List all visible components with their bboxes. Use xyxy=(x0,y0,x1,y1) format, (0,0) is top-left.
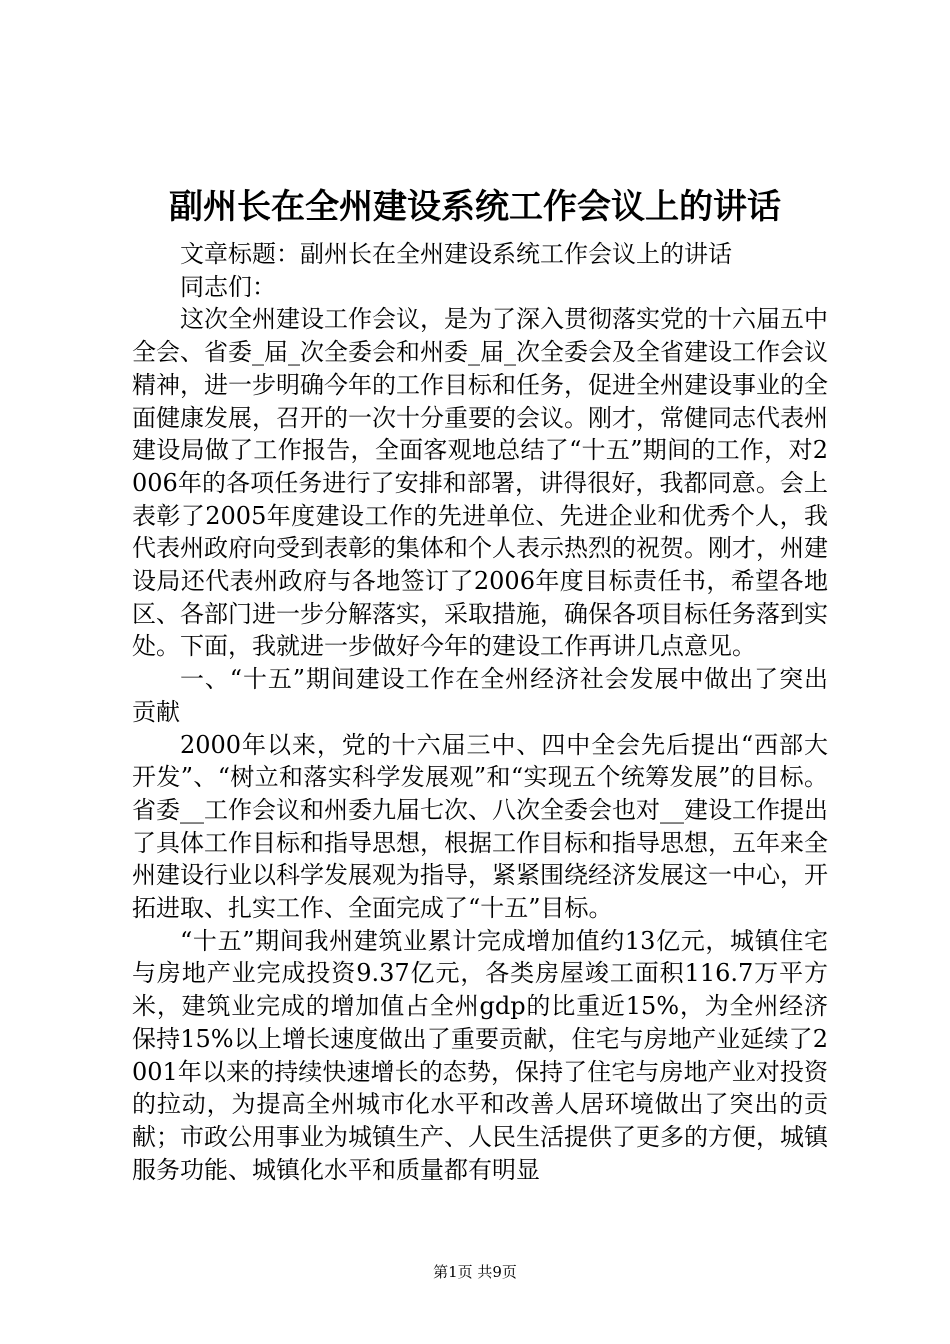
article-title-line: 文章标题：副州长在全州建设系统工作会议上的讲话 xyxy=(180,240,732,268)
paragraph-intro: 这次全州建设工作会议，是为了深入贯彻落实党的十六届五中全会、省委_届_次全委会和州委_届_次全委会及全省建设工作会议精神，进一步明确今年的工作目标和任务，促进全州建设事业的全面健康发展，召开的一次十分重要的会议。刚才，常健同志代表州建设局做了工作报告，全面客观地总结了“十五”期间的工作，对2006年的各项任务进行了安排和部署，讲得很好，我都同意。会上表彰了2005年度建设工作的先进单位、先进企业和优秀个人，我代表州政府向受到表彰的集体和个人表示热烈的祝贺。刚才，州建设局还代表州政府与各地签订了2006年度目标责任书，希望各地区、各部门进一步分解落实，采取措施，确保各项目标任务落到实处。下面，我就进一步做好今年的建设工作再讲几点意见。 xyxy=(132,305,828,661)
section-heading-1: 一、“十五”期间建设工作在全州经济社会发展中做出了突出贡献 xyxy=(132,665,828,726)
paragraph-background: 2000年以来，党的十六届三中、四中全会先后提出“西部大开发”、“树立和落实科学发展观”和“实现五个统筹发展”的目标。省委__工作会议和州委九届七次、八次全委会也对__建设工作提出了具体工作目标和指导思想，根据工作目标和指导思想，五年来全州建设行业以科学发展观为指导，紧紧围绕经济发展这一中心，开拓进取、扎实工作、全面完成了“十五”目标。 xyxy=(132,730,828,923)
document-title: 副州长在全州建设系统工作会议上的讲话 xyxy=(169,187,781,227)
salutation: 同志们： xyxy=(180,272,276,301)
page-number-footer: 第1页 共9页 xyxy=(433,1263,517,1281)
document-body xyxy=(132,238,828,1186)
paragraph-achievements: “十五”期间我州建筑业累计完成增加值约13亿元，城镇住宅与房地产业完成投资9.37亿元，各类房屋竣工面积116.7万平方米，建筑业完成的增加值占全州gdp的比重近15%，为全州经济保持15%以上增长速度做出了重要贡献，住宅与房地产业延续了2001年以来的持续快速增长的态势，保持了住宅与房地产业对投资的拉动，为提高全州城市化水平和改善人居环境做出了突出的贡献；市政公用事业为城镇生产、人民生活提供了更多的方便，城镇服务功能、城镇化水平和质量都有明显 xyxy=(132,926,828,1184)
